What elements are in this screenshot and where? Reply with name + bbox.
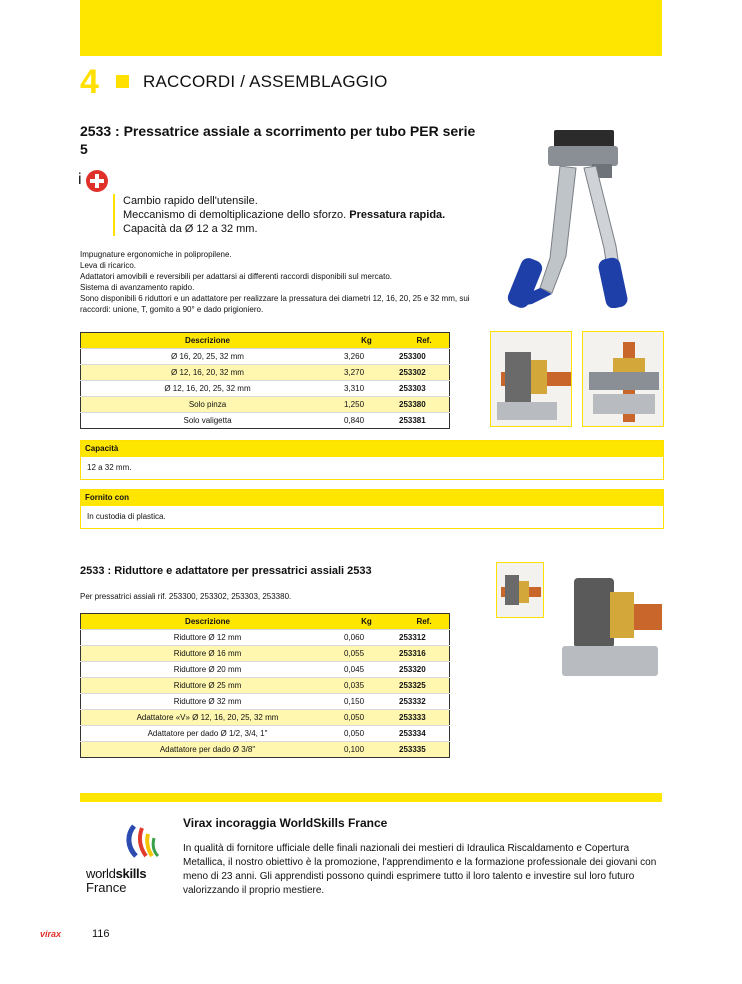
feature-item: Cambio rapido dell'utensile. [123, 195, 258, 207]
supplied-label: Fornito con [81, 490, 663, 506]
swiss-cross-icon [86, 170, 108, 192]
table-row: Riduttore Ø 20 mm 0,045 253320 [81, 662, 450, 678]
product-table [80, 332, 450, 429]
top-banner [80, 0, 662, 56]
product-title: 2533 : Pressatrice assiale a scorrimento per tubo PER serie 5 [80, 123, 476, 157]
table-row: Solo pinza 1,250 253380 [81, 397, 450, 413]
reducer-thumb-photo [496, 562, 544, 618]
table-row: Solo valigetta 0,840 253381 [81, 413, 450, 429]
worldskills-text: In qualità di fornitore ufficiale delle finali nazionali dei mestieri di Idraulica Riscaldamento e Copertura Metallica, il nostro obiettivo è la promozione, l'apprendimento e la formazione professionale dei giovani con meno di 23 anni. Gli apprendisti possono quindi esprimere tutto il loro talento e investire sul loro futuro valorizzando il proprio mestiere. [183, 843, 657, 896]
detail-photo-1 [490, 331, 572, 427]
worldskills-logo: worldskills France [86, 822, 166, 892]
product-description: Impugnature ergonomiche in polipropilene. Leva di ricarico. Adattatori amovibili e reversibili per adattarsi ai differenti raccordi disponibili sul mercato. Sistema di avanzamento rapido. Sono disponibili 6 riduttori e un adattatore per realizzare la pressatura dei diametri 12, 16, 20, 25 e 32 mm, sui raccordi: unione, T, gomito a 90° e dado prigioniero. [80, 250, 470, 314]
footer-divider [80, 793, 662, 802]
reducer-table [80, 613, 450, 758]
table-row: Riduttore Ø 32 mm 0,150 253332 [81, 694, 450, 710]
product2-title: 2533 : Riduttore e adattatore per pressatrici assiali 2533 [80, 565, 372, 577]
feature-item: Capacità da Ø 12 a 32 mm. [123, 223, 258, 235]
table-row: Riduttore Ø 25 mm 0,035 253325 [81, 678, 450, 694]
brand-logo: virax [40, 929, 62, 939]
table-row: Riduttore Ø 12 mm 0,060 253312 [81, 630, 450, 646]
table-row: Ø 16, 20, 25, 32 mm 3,260 253300 [81, 349, 450, 365]
table-row: Ø 12, 16, 20, 25, 32 mm 3,310 253303 [81, 381, 450, 397]
table-row: Ø 12, 16, 20, 32 mm 3,270 253302 [81, 365, 450, 381]
table-header: Descrizione Kg Ref. [81, 333, 450, 349]
capacity-box [80, 440, 664, 480]
pressatrice-photo [492, 128, 642, 308]
info-icon: i [78, 171, 82, 188]
capacity-value: 12 a 32 mm. [81, 457, 663, 479]
feature-item: Meccanismo di demoltiplicazione dello sforzo. Pressatura rapida. [123, 209, 446, 221]
table-row: Riduttore Ø 16 mm 0,055 253316 [81, 646, 450, 662]
supplied-box [80, 489, 664, 529]
chapter-title: RACCORDI / ASSEMBLAGGIO [143, 72, 388, 91]
table-row: Adattatore per dado Ø 1/2, 3/4, 1" 0,050 253334 [81, 726, 450, 742]
worldskills-title: Virax incoraggia WorldSkills France [183, 816, 388, 830]
supplied-value: In custodia di plastica. [81, 506, 663, 528]
table-row: Adattatore «V» Ø 12, 16, 20, 25, 32 mm 0,050 253333 [81, 710, 450, 726]
chapter-marker [116, 75, 129, 88]
reducer-photo [562, 572, 662, 684]
product2-subtitle: Per pressatrici assiali rif. 253300, 253302, 253303, 253380. [80, 592, 292, 601]
feature-list [113, 194, 445, 236]
product-icons [78, 170, 108, 192]
page-number: 116 [92, 928, 110, 940]
capacity-label: Capacità [81, 441, 663, 457]
table-header: Descrizione Kg Ref. [81, 614, 450, 630]
table-row: Adattatore per dado Ø 3/8" 0,100 253335 [81, 742, 450, 758]
detail-photo-2 [582, 331, 664, 427]
worldskills-mark-icon [86, 822, 166, 862]
chapter-number: 4 [80, 63, 99, 101]
